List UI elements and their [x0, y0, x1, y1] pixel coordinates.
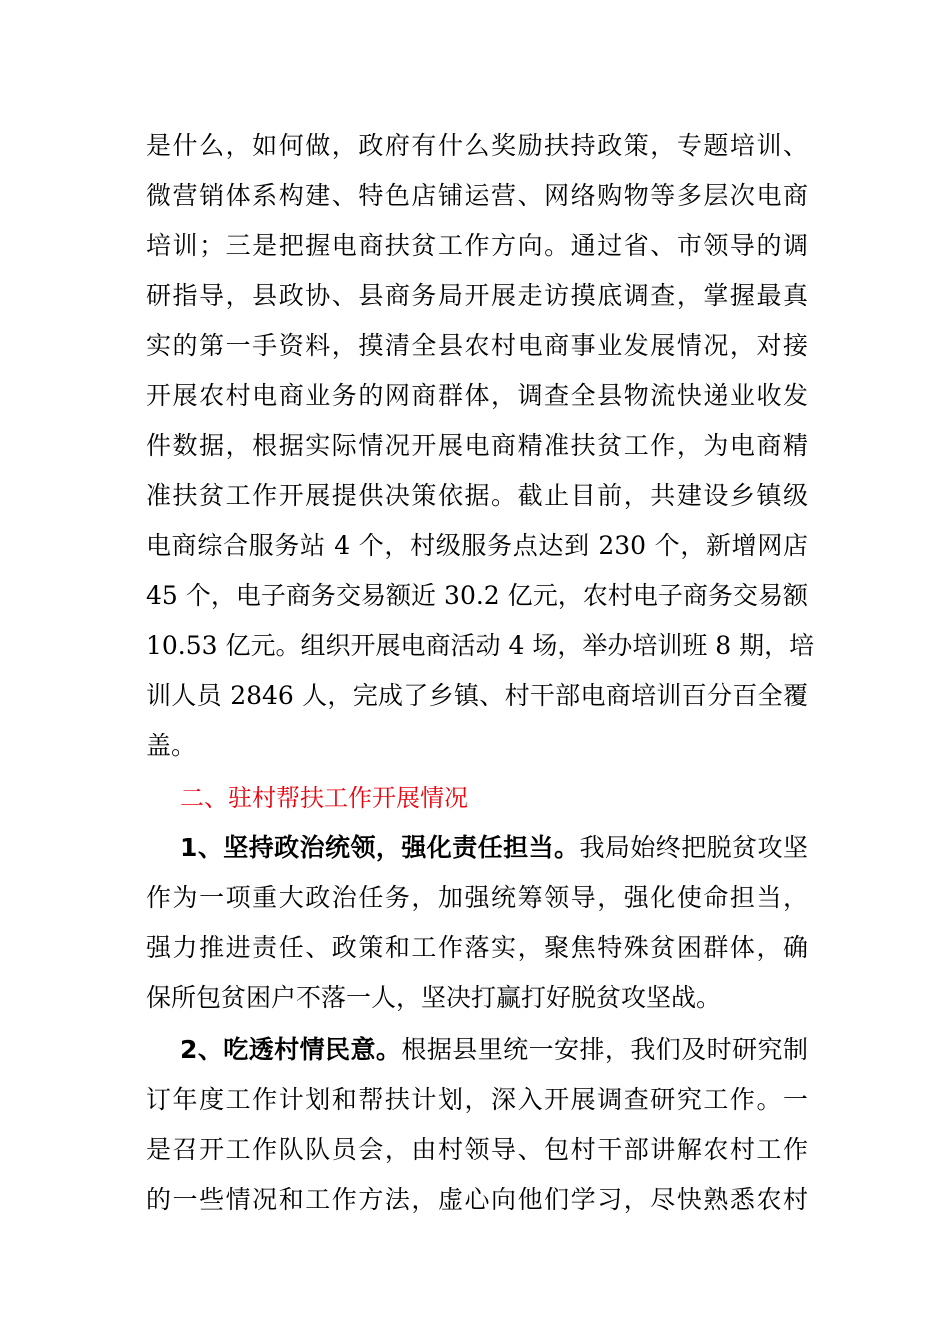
paragraph-line: 准扶贫工作开展提供决策依据。截止目前，共建设乡镇级: [146, 481, 808, 510]
paragraph-line: 开展农村电商业务的网商群体，调查全县物流快递业收发: [146, 381, 808, 410]
paragraph-line: 培训；三是把握电商扶贫工作方向。通过省、市领导的调: [146, 231, 808, 260]
paragraph-line: 是什么，如何做，政府有什么奖励扶持政策，专题培训、: [146, 131, 808, 160]
paragraph-line: 研指导，县政协、县商务局开展走访摸底调查，掌握最真: [146, 281, 808, 310]
paragraph-line: 45 个，电子商务交易额近 30.2 亿元，农村电子商务交易额: [146, 581, 808, 610]
paragraph-line: 训人员 2846 人，完成了乡镇、村干部电商培训百分百全覆: [146, 681, 808, 710]
section-heading: 二、驻村帮扶工作开展情况: [180, 784, 468, 812]
paragraph-line: 10.53 亿元。组织开展电商活动 4 场，举办培训班 8 期，培: [146, 631, 815, 660]
item1-line: 作为一项重大政治任务，加强统筹领导，强化使命担当，: [146, 883, 808, 912]
item1-first-line-rest: 我局始终把脱贫攻坚: [579, 833, 808, 862]
item2-first-line-rest: 根据县里统一安排，我们及时研究制: [401, 1035, 808, 1064]
item2-first-line: [180, 1032, 808, 1068]
item1-line: 保所包贫困户不落一人，坚决打赢打好脱贫攻坚战。: [146, 983, 722, 1012]
item1-line: 强力推进责任、政策和工作落实，聚焦特殊贫困群体，确: [146, 933, 808, 962]
item2-bold-lead: 2、吃透村情民意。: [180, 1035, 402, 1064]
paragraph-line: 电商综合服务站 4 个，村级服务点达到 230 个，新增网店: [146, 531, 808, 560]
paragraph-line: 微营销体系构建、特色店铺运营、网络购物等多层次电商: [146, 181, 808, 210]
paragraph-line: 实的第一手资料，摸清全县农村电商事业发展情况，对接: [146, 331, 808, 360]
item2-line: 订年度工作计划和帮扶计划，深入开展调查研究工作。一: [146, 1085, 808, 1114]
paragraph-line: 盖。: [146, 731, 197, 760]
paragraph-line: 件数据，根据实际情况开展电商精准扶贫工作，为电商精: [146, 431, 808, 460]
item1-bold-lead: 1、坚持政治统领，强化责任担当。: [180, 833, 580, 862]
item1-first-line: [180, 830, 808, 866]
item2-line: 是召开工作队队员会，由村领导、包村干部讲解农村工作: [146, 1135, 808, 1164]
item2-line: 的一些情况和工作方法，虚心向他们学习，尽快熟悉农村: [146, 1185, 808, 1214]
